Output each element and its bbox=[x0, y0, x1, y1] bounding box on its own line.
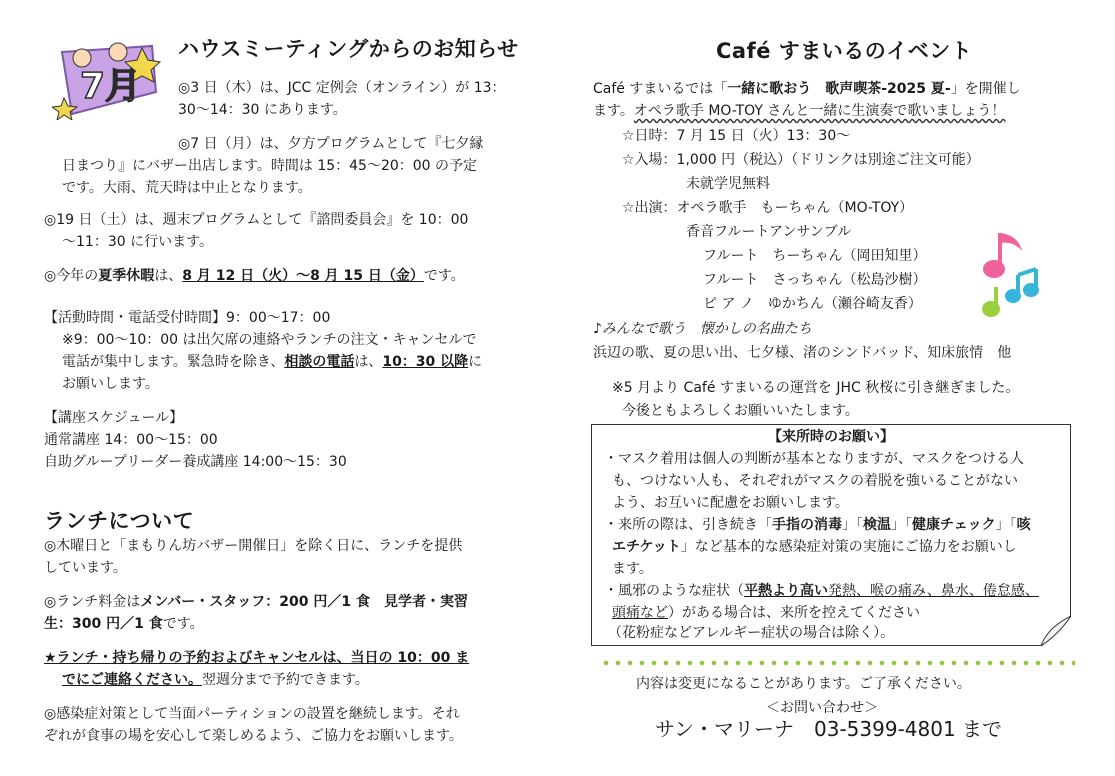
cafe-performer-3: フルート ちーちゃん（岡田知里） bbox=[703, 248, 927, 264]
nv1g: 」「 bbox=[995, 517, 1017, 533]
music-notes-icon bbox=[978, 225, 1048, 320]
nv1h: 咳 bbox=[1016, 517, 1031, 533]
house-meeting-title: ハウスミーティングからのお知らせ bbox=[178, 37, 519, 61]
nv2b: 」など基本的な感染症対策の実施にご協力をお願いし bbox=[680, 539, 1017, 555]
hours-line-3: お願いします。 bbox=[62, 376, 159, 392]
lunch-title: ランチについて bbox=[44, 509, 195, 533]
cafe-intro-a: Café すまいるでは「 bbox=[593, 81, 728, 97]
lunch-reservation-line-1: ★ランチ・持ち帰りの予約およびキャンセルは、当日の 10：00 ま bbox=[44, 650, 470, 666]
nv1e: 」「 bbox=[891, 517, 912, 533]
notice-mask-2: も、つけない人も、それぞれがマスクの着脱を強いることがない bbox=[612, 473, 1018, 489]
ns1c: 発熱、喉の痛み、鼻水、倦怠感、 bbox=[828, 583, 1039, 599]
lunch-price-c: 生：300 円／1 食 bbox=[44, 616, 163, 632]
lunch-line-2: しています。 bbox=[44, 560, 127, 576]
holiday-label: 夏季休暇 bbox=[98, 268, 155, 284]
nv1d: 検温 bbox=[863, 517, 891, 533]
cafe-title: Café すまいるのイベント bbox=[716, 39, 973, 63]
nv2a: エチケット bbox=[612, 539, 681, 555]
schedule-title: 【講座スケジュール】 bbox=[44, 410, 184, 426]
contact-phone: サン・マリーナ 03-5399-4801 まで bbox=[655, 717, 1003, 741]
ns1b: 平熱より高い bbox=[744, 583, 828, 599]
meeting-item-1-line-1: ◎3 日（木）は、JCC 定例会（オンライン）が 13： bbox=[178, 80, 506, 96]
notice-mask-1: ・マスク着用は個人の判断が基本となりますが、マスクをつける人 bbox=[604, 451, 1024, 467]
meeting-item-1-line-2: 30〜14：30 にあります。 bbox=[178, 102, 347, 118]
summer-holiday-line bbox=[44, 265, 465, 287]
hours-line-1: ※9：00〜10：00 は出欠席の連絡やランチの注文・キャンセルで bbox=[62, 332, 477, 348]
lunch-line-1: ◎木曜日と「まもりん坊バザー開催日」を除く日に、ランチを提供 bbox=[44, 538, 463, 554]
hours-line-2 bbox=[62, 351, 482, 373]
july-badge bbox=[52, 40, 162, 120]
meeting-item-2-line-1: ◎7 日（月）は、夕方プログラムとして『七夕縁 bbox=[178, 136, 484, 152]
contact-label: ＜お問い合わせ＞ bbox=[766, 700, 878, 716]
hours-l2-a: 電話が集中します。緊急時を除き、 bbox=[62, 354, 285, 370]
holiday-mid: は、 bbox=[154, 268, 183, 284]
notice-symptom-3: （花粉症などアレルギー症状の場合は除く）。 bbox=[608, 625, 895, 641]
hours-l2-e: に bbox=[468, 354, 483, 370]
cafe-performer-4: フルート さっちゃん（松島沙樹） bbox=[703, 272, 927, 288]
partition-line-1: ◎感染症対策として当面パーティションの設置を継続します。それ bbox=[44, 706, 460, 722]
notice-visit-1 bbox=[604, 514, 1031, 536]
schedule-line-2: 自助グループリーダー養成講座 14:00〜15：30 bbox=[44, 454, 347, 470]
notice-symptom-2 bbox=[612, 602, 920, 624]
meeting-item-3-line-1: ◎19 日（土）は、週末プログラムとして『諮問委員会』を 10：00 bbox=[44, 212, 469, 228]
cafe-performer: ☆出演：オペラ歌手 もーちゃん（MO-TOY） bbox=[622, 200, 914, 216]
lunch-price-a: ◎ランチ料金は bbox=[44, 594, 141, 610]
cafe-intro2-b: オペラ歌手 MO-TOY さんと一緒に生演奏で歌いましょう！ bbox=[633, 103, 1006, 119]
holiday-prefix: ◎今年の bbox=[44, 268, 99, 284]
hours-l2-b: 相談の電話 bbox=[284, 354, 355, 370]
lunch-resv-c: 翌週分まで予約できます。 bbox=[202, 672, 369, 688]
ns2b: ）がある場合は、来所を控えてください bbox=[668, 605, 920, 621]
nv1a: ・来所の際は、引き続き「 bbox=[604, 517, 772, 533]
cafe-note-2: 今後ともよろしくお願いいたします。 bbox=[622, 403, 859, 419]
meeting-item-2-line-3: です。大雨、荒天時は中止となります。 bbox=[62, 180, 312, 196]
cafe-note-1: ※5 月より Café すまいるの運営を JHC 秋桜に引き継ぎました。 bbox=[612, 380, 1020, 396]
july-badge-text: 7月 bbox=[80, 66, 142, 107]
cafe-intro-b: 一緒に歌おう 歌声喫茶-2025 夏- bbox=[727, 81, 951, 97]
schedule-line-1: 通常講座 14：00〜15：00 bbox=[44, 432, 218, 448]
cafe-performer-5: ピ ア ノ ゆかちん（瀬谷崎友香） bbox=[703, 296, 922, 312]
lunch-price-line-2 bbox=[44, 613, 204, 635]
ns2a: 頭痛など bbox=[612, 605, 668, 621]
holiday-suffix: です。 bbox=[423, 268, 465, 284]
lunch-resv-b: でにご連絡ください。 bbox=[62, 672, 202, 688]
nv1c: 」「 bbox=[842, 517, 863, 533]
hours-title: 【活動時間・電話受付時間】9：00〜17：00 bbox=[44, 310, 331, 326]
hours-l2-c: は、 bbox=[354, 354, 383, 370]
change-notice: 内容は変更になることがあります。ご了承ください。 bbox=[636, 676, 971, 692]
cafe-intro-line-2 bbox=[593, 100, 1005, 122]
partition-line-2: ぞれが食事の場を安心して楽しめるよう、ご協力をお願いします。 bbox=[44, 728, 463, 744]
songs-list: 浜辺の歌、夏の思い出、七夕様、渚のシンドバッド、知床旅情 他 bbox=[593, 345, 1012, 361]
meeting-item-3-line-2: 〜11：30 に行います。 bbox=[62, 234, 213, 250]
notice-mask-3: よう、お互いに配慮をお願いします。 bbox=[612, 495, 849, 511]
meeting-item-2-line-2: 日まつり』にバザー出店します。時間は 15：45〜20：00 の予定 bbox=[62, 158, 478, 174]
lunch-reservation-line-2 bbox=[62, 669, 369, 691]
cafe-performer-2: 香音フルートアンサンブル bbox=[686, 224, 852, 240]
ns1a: ・風邪のような症状（ bbox=[604, 583, 744, 599]
holiday-dates: 8 月 12 日（火）〜8 月 15 日（金） bbox=[182, 268, 424, 284]
notice-symptom-1 bbox=[604, 580, 1039, 602]
lunch-price-line-1 bbox=[44, 591, 468, 613]
nv1f: 健康チェック bbox=[912, 517, 996, 533]
lunch-price-b: メンバー・スタッフ：200 円／1 食 見学者・実習 bbox=[140, 594, 468, 610]
songs-title: ♪みんなで歌う 懐かしの名曲たち bbox=[593, 321, 812, 337]
nv1b: 手指の消毒 bbox=[772, 517, 842, 533]
hours-l2-d: 10：30 以降 bbox=[382, 354, 469, 370]
cafe-intro-c: 」を開催し bbox=[950, 81, 1021, 97]
notice-title: 【来所時のお願い】 bbox=[768, 429, 894, 445]
cafe-intro-line-1 bbox=[593, 78, 1021, 100]
cafe-entry: ☆入場：1,000 円（税込）（ドリンクは別途ご注文可能） bbox=[622, 152, 980, 168]
notice-visit-2 bbox=[612, 536, 1017, 558]
page-curl-icon bbox=[1041, 616, 1071, 646]
lunch-price-d: です。 bbox=[162, 616, 204, 632]
cafe-entry-2: 未就学児無料 bbox=[686, 176, 770, 192]
notice-visit-3: ます。 bbox=[612, 561, 653, 577]
cafe-date: ☆日時：7 月 15 日（火）13：30〜 bbox=[622, 128, 851, 144]
cafe-intro2-a: ます。 bbox=[593, 103, 634, 119]
dotted-divider bbox=[600, 660, 1075, 666]
